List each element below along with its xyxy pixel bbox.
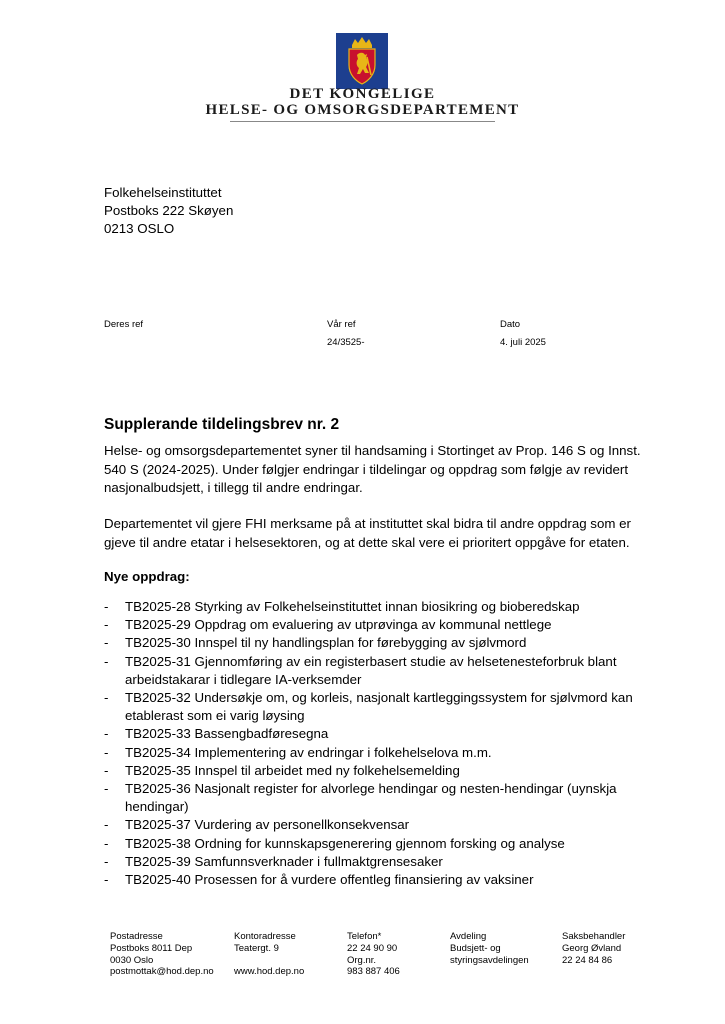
footer-case-officer-phone: 22 24 84 86 xyxy=(562,954,613,966)
footer-orgnr-value: 983 887 406 xyxy=(347,966,400,978)
recipient-postcode: 0213 OSLO xyxy=(104,221,175,236)
new-assignments-heading: Nye oppdrag: xyxy=(104,569,190,584)
footer-phone xyxy=(347,931,400,978)
ministry-name-line1: DET KONGELIGE xyxy=(289,86,436,102)
list-item: - TB2025-40 Prosessen for å vurdere offentleg finansiering av vaksiner xyxy=(104,871,664,889)
footer-department-label: Avdeling xyxy=(450,931,487,942)
list-item: - TB2025-36 Nasjonalt register for alvorlege hendingar og nesten-hendingar (uynskja hendingar) xyxy=(104,780,664,816)
ministry-name-line2: HELSE- OG OMSORGSDEPARTEMENT xyxy=(205,102,520,118)
list-item: - TB2025-37 Vurdering av personellkonsekvensar xyxy=(104,816,664,834)
footer-case-officer-label: Saksbehandler xyxy=(562,931,626,942)
footer-office-blank xyxy=(234,955,304,967)
list-item: - TB2025-32 Undersøkje om, og korleis, nasjonalt kartleggingssystem for sjølvmord kan etablerast som ei varig løysing xyxy=(104,689,664,725)
var-ref-value: 24/3525- xyxy=(327,337,365,348)
recipient-street: Postboks 222 Skøyen xyxy=(104,203,234,218)
footer-website-link[interactable]: www.hod.dep.no xyxy=(234,966,305,978)
footer-postal-box: Postboks 8011 Dep xyxy=(110,942,193,954)
var-ref-label: Vår ref xyxy=(327,319,356,330)
paragraph-intro: Helse- og omsorgsdepartementet syner til handsaming i Stortinget av Prop. 146 S og Innst. 540 S (2024-2025). Under følgjer endringar i tildelingar og oppdrag som følgje av revidert nasjonalbudsjett, i tillegg til andre endringar. xyxy=(104,443,641,495)
footer-email-link[interactable]: postmottak@hod.dep.no xyxy=(110,966,214,978)
footer-office-label: Kontoradresse xyxy=(234,931,296,942)
letter-title: Supplerande tildelingsbrev nr. 2 xyxy=(104,416,340,433)
footer-postal-address xyxy=(110,931,214,978)
footer-department xyxy=(450,931,529,966)
list-item: - TB2025-30 Innspel til ny handlingsplan for førebygging av sjølvmord xyxy=(104,634,664,652)
header-divider xyxy=(230,121,495,122)
list-item: - TB2025-31 Gjennomføring av ein registerbasert studie av helsetenesteforbruk blant arbeidstakarar i tidlegare IA-verksemder xyxy=(104,653,664,689)
footer-case-officer-name: Georg Øvland xyxy=(562,942,622,954)
list-item: - TB2025-39 Samfunnsverknader i fullmaktgrensesaker xyxy=(104,853,664,871)
footer-phone-number: 22 24 90 90 xyxy=(347,942,398,954)
list-item: - TB2025-35 Innspel til arbeidet med ny folkehelsemelding xyxy=(104,762,664,780)
assignment-list xyxy=(104,598,664,889)
footer-department-line1: Budsjett- og xyxy=(450,942,501,954)
list-item: - TB2025-29 Oppdrag om evaluering av utprøvinga av kommunal nettlege xyxy=(104,616,664,634)
list-item: - TB2025-34 Implementering av endringar i folkehelselova m.m. xyxy=(104,744,664,762)
recipient-name: Folkehelseinstituttet xyxy=(104,185,222,200)
date-label: Dato xyxy=(500,319,521,330)
coat-of-arms-icon xyxy=(336,33,388,89)
list-item: - TB2025-38 Ordning for kunnskapsgenerering gjennom forsking og analyse xyxy=(104,835,664,853)
deres-ref-label: Deres ref xyxy=(104,319,144,330)
footer-phone-label: Telefon* xyxy=(347,931,382,942)
footer-postal-city: 0030 Oslo xyxy=(110,954,154,966)
list-item: - TB2025-28 Styrking av Folkehelseinstituttet innan biosikring og bioberedskap xyxy=(104,598,664,616)
footer-office-address xyxy=(234,931,304,978)
paragraph-priority: Departementet vil gjere FHI merksame på at instituttet skal bidra til andre oppdrag som er gjeve til andre etatar i helsesektoren, og at dette skal vere ei prioritert oppgåve for etaten. xyxy=(104,516,631,550)
footer-orgnr-label: Org.nr. xyxy=(347,954,377,966)
footer-department-line2: styringsavdelingen xyxy=(450,954,529,966)
date-value: 4. juli 2025 xyxy=(500,337,546,348)
footer-case-officer xyxy=(562,931,625,966)
footer-office-street: Teatergt. 9 xyxy=(234,942,279,954)
list-item: - TB2025-33 Bassengbadføresegna xyxy=(104,725,664,743)
recipient-address xyxy=(104,184,233,238)
footer-postal-label: Postadresse xyxy=(110,931,163,942)
